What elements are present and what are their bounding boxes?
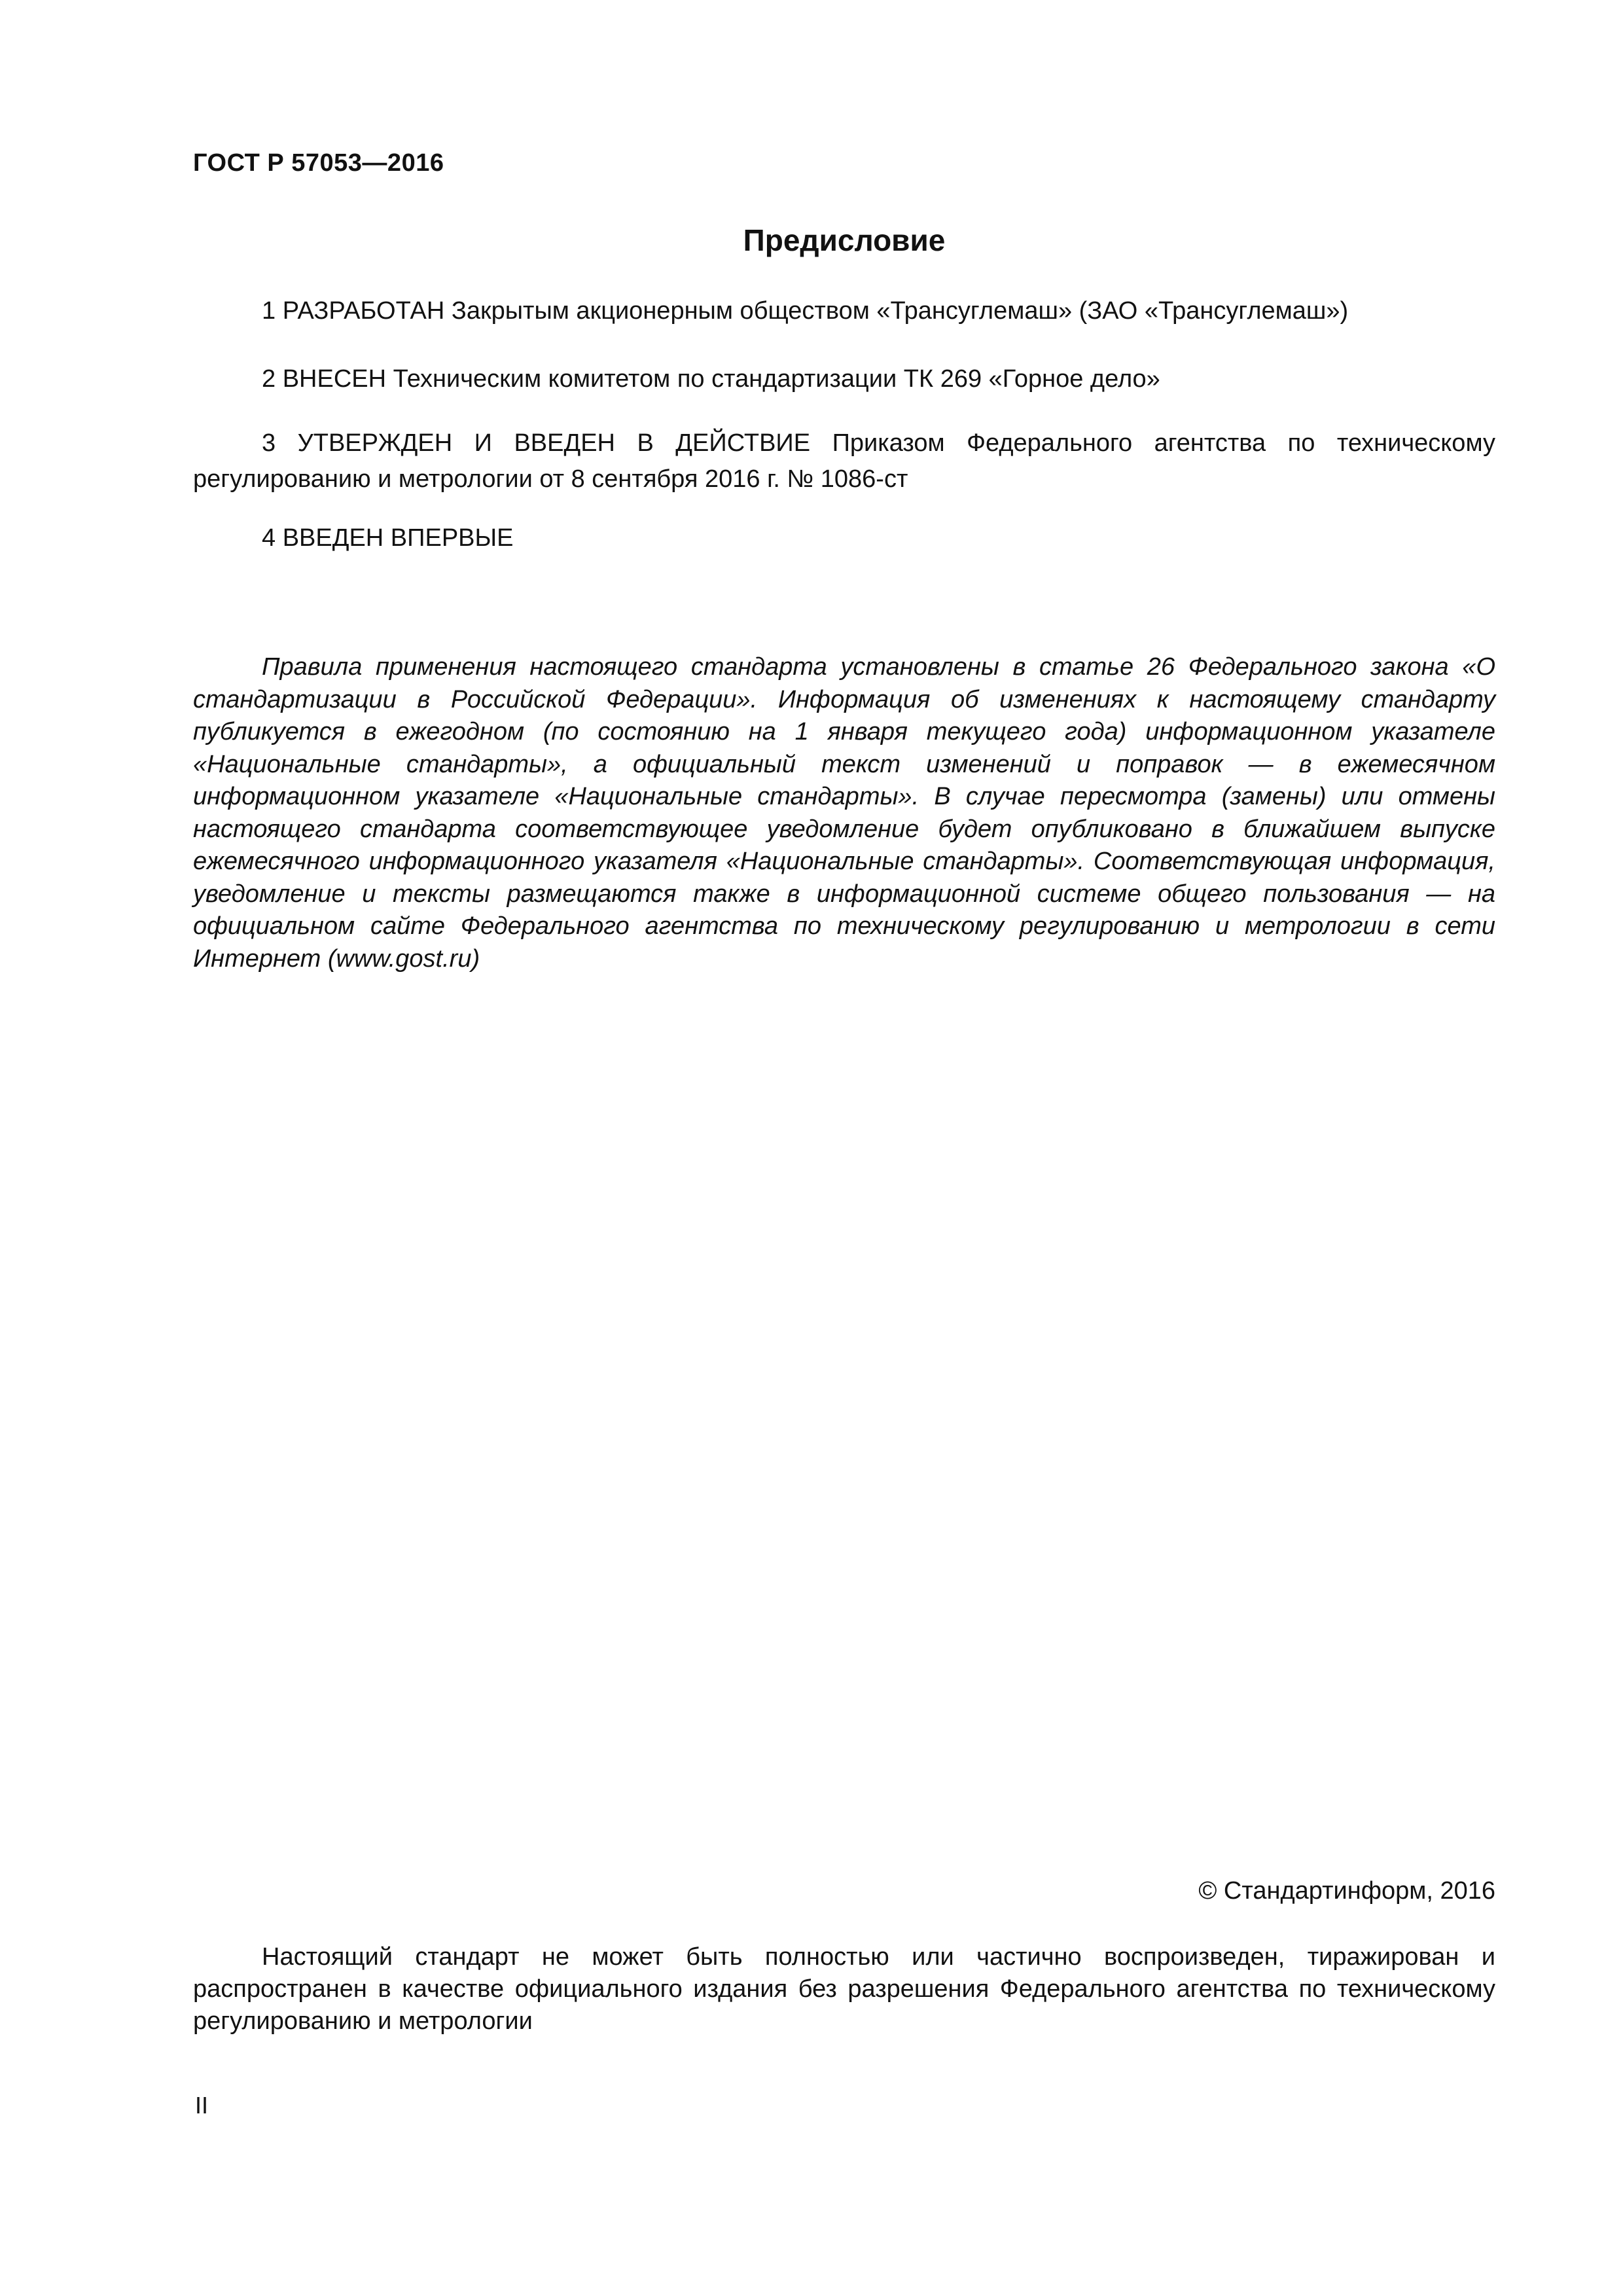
foreword-item-introduced <box>193 361 1495 397</box>
notice-text: Правила применения настоящего стандарта установлены в статье 26 Федерального закона «О стандартизации в Российской Федерации». Информация об изменениях к настоящему стандарту публикуется в ежегодном (по состоянию на 1 января текущего года) информационном указателе «Национальные стандарты», а официальный текст изменений и поправок — в ежемесячном информационном указателе «Национальные стандарты». В случае пересмотра (замены) или отмены настоящего стандарта соответствующее уведомление будет опубликовано в ближайшем выпуске ежемесячного информационного указателя «Национальные стандарты». Соответствующая информация, уведомление и тексты размещаются также в информационной системе общего пользования — на официальном сайте Федерального агентства по техническому регулированию и метрологии в сети Интернет (www.gost.ru) <box>193 653 1495 973</box>
foreword-item-text: 3 УТВЕРЖДЕН И ВВЕДЕН В ДЕЙСТВИЕ Приказом Федерального агентства по техническому регулированию и метрологии от 8 сентября 2016 г. № 1086-ст <box>193 429 1495 493</box>
disclaimer-text: Настоящий стандарт не может быть полностью или частично воспроизведен, тиражирован и распространен в качестве официального издания без разрешения Федерального агентства по техническому регулированию и метрологии <box>193 1943 1495 2035</box>
page-number: II <box>195 2092 209 2119</box>
foreword-item-text: 1 РАЗРАБОТАН Закрытым акционерным обществом «Трансуглемаш» (ЗАО «Трансуглемаш») <box>262 297 1349 325</box>
foreword-item-developed <box>193 293 1495 329</box>
copyright-line: © Стандартинформ, 2016 <box>1198 1877 1495 1905</box>
foreword-item-text: 4 ВВЕДЕН ВПЕРВЫЕ <box>262 524 514 552</box>
foreword-item-approved <box>193 425 1495 497</box>
foreword-item-text: 2 ВНЕСЕН Техническим комитетом по стандартизации ТК 269 «Горное дело» <box>262 365 1160 393</box>
reproduction-disclaimer <box>193 1941 1495 2037</box>
section-title: Предисловие <box>743 223 946 257</box>
document-code: ГОСТ Р 57053—2016 <box>193 149 444 177</box>
application-rules-notice <box>193 651 1495 975</box>
foreword-item-first-introduced <box>193 520 1495 556</box>
